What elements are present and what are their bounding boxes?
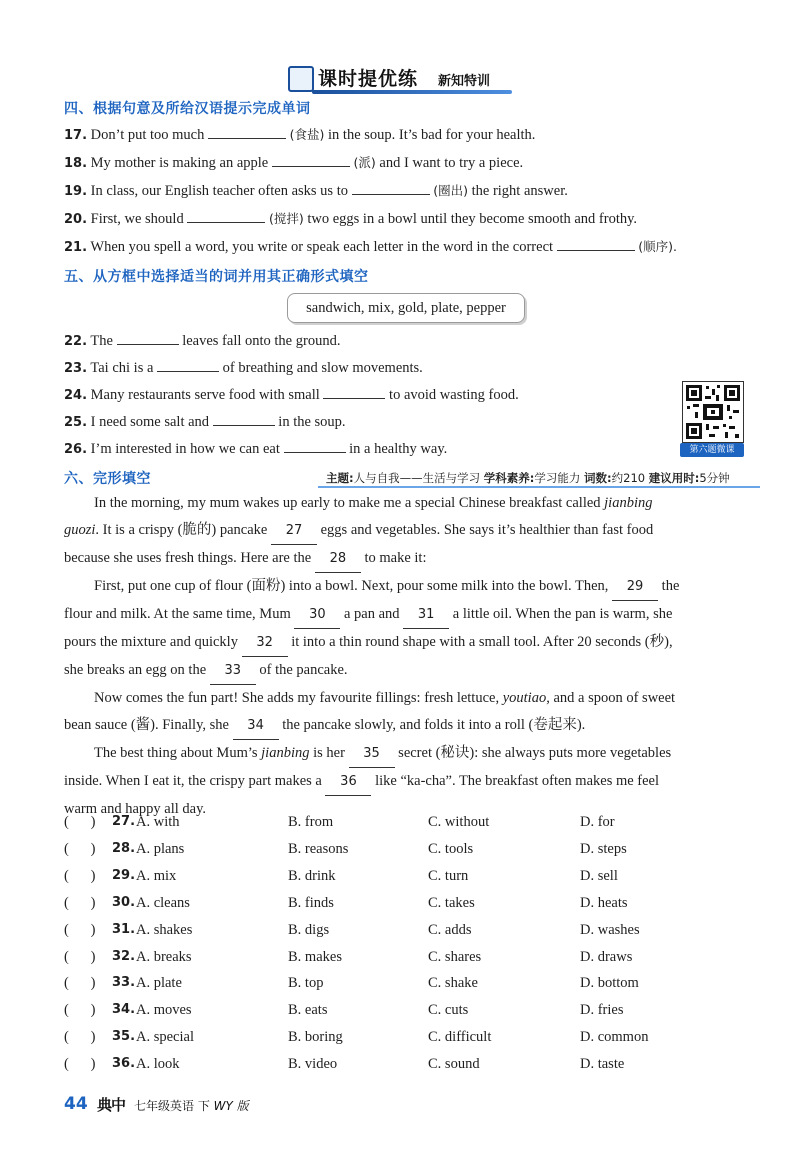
option-d: D. steps <box>580 840 627 857</box>
passage-text: a little oil. When the pan is warm, she <box>452 606 673 622</box>
passage-text: it into a thin round shape with a small tool. After 20 seconds (秒), <box>291 634 673 650</box>
option-b: B. makes <box>288 948 342 965</box>
cloze-blank-27[interactable]: 27 <box>271 517 317 545</box>
answer-blank[interactable] <box>557 236 635 251</box>
page-number: 44 <box>64 1094 88 1114</box>
option-d: D. for <box>580 814 615 830</box>
option-row <box>64 1029 754 1053</box>
meta-value: 人与自我——生活与学习 <box>353 471 481 485</box>
cloze-blank-36[interactable]: 36 <box>325 768 371 796</box>
passage-line <box>64 545 754 573</box>
passage-text: secret (秘诀): she always puts more vegetables <box>398 745 672 761</box>
answer-paren[interactable]: ( ) <box>64 1056 96 1073</box>
question-text: First, we should <box>90 211 184 227</box>
passage-text: she breaks an egg on the <box>64 662 207 678</box>
question-text: Many restaurants serve food with small <box>90 387 320 403</box>
question-17 <box>64 124 535 146</box>
passage-text: to make it: <box>364 550 427 566</box>
option-row <box>64 949 754 973</box>
book-title <box>134 1097 249 1114</box>
passage-italic: jianbing <box>261 745 310 761</box>
section-5-heading: 五、从方框中选择适当的词并用其正确形式填空 <box>64 269 369 285</box>
option-a: A. plans <box>136 840 185 857</box>
passage-text: is her <box>313 745 345 761</box>
answer-blank[interactable] <box>208 124 286 139</box>
passage-text: the <box>661 578 680 594</box>
answer-paren[interactable]: ( ) <box>64 1029 96 1046</box>
passage-text: The best thing about Mum’s <box>94 745 258 761</box>
header-banner <box>288 62 520 96</box>
answer-paren[interactable]: ( ) <box>64 894 96 911</box>
cloze-blank-28[interactable]: 28 <box>315 545 361 573</box>
option-row <box>64 975 754 999</box>
option-d: D. sell <box>580 867 618 884</box>
passage-text: Now comes the fun part! She adds my favourite fillings: fresh lettuce, <box>94 690 500 706</box>
question-text: leaves fall onto the ground. <box>182 333 341 349</box>
cloze-blank-30[interactable]: 30 <box>294 601 340 629</box>
passage-text: In the morning, my mum wakes up early to make me a special Chinese breakfast called <box>94 495 601 511</box>
meta-value: 约210 <box>611 471 646 485</box>
header-title: 课时提优练 <box>318 68 419 90</box>
option-row <box>64 841 754 865</box>
question-number: 34. <box>112 1002 136 1018</box>
cloze-blank-29[interactable]: 29 <box>612 573 658 601</box>
answer-blank[interactable] <box>272 152 350 167</box>
option-a: A. shakes <box>136 921 193 938</box>
word-bank-box: sandwich, mix, gold, plate, pepper <box>287 293 525 323</box>
option-a: A. look <box>136 1056 180 1073</box>
question-text: I’m interested in how we can eat <box>90 441 280 457</box>
option-d: D. draws <box>580 948 633 965</box>
question-number: 26. <box>64 442 88 457</box>
option-d: D. bottom <box>580 975 639 992</box>
passage-text: because she uses fresh things. Here are the <box>64 550 312 566</box>
option-a: A. with <box>136 814 180 830</box>
option-b: B. video <box>288 1056 338 1073</box>
question-24 <box>64 384 519 406</box>
answer-blank[interactable] <box>187 208 265 223</box>
option-a: A. mix <box>136 867 177 884</box>
option-c: C. adds <box>428 921 472 938</box>
answer-paren[interactable]: ( ) <box>64 948 96 965</box>
answer-paren[interactable]: ( ) <box>64 840 96 857</box>
option-row <box>64 895 754 919</box>
question-text: and I want to try a piece. <box>379 155 524 171</box>
passage-italic: guozi <box>64 522 96 538</box>
question-number: 25. <box>64 415 88 430</box>
passage-text: like “ka-cha”. The breakfast often makes me feel <box>375 773 660 789</box>
passage-text: warm and happy all day. <box>64 801 206 817</box>
option-a: A. moves <box>136 1002 192 1019</box>
qr-label: 第六题微课 <box>680 443 744 457</box>
question-text: In class, our English teacher often asks us to <box>90 183 348 199</box>
answer-paren[interactable]: ( ) <box>64 975 96 992</box>
option-d: D. common <box>580 1029 649 1046</box>
option-a: A. cleans <box>136 894 190 911</box>
option-row <box>64 868 754 892</box>
cloze-blank-31[interactable]: 31 <box>403 601 449 629</box>
question-text: The <box>90 333 113 349</box>
option-b: B. finds <box>288 894 334 911</box>
question-26 <box>64 438 447 460</box>
passage-line <box>64 657 754 685</box>
passage-line <box>64 685 754 712</box>
passage-italic: youtiao <box>502 690 547 706</box>
question-text: to avoid wasting food. <box>389 387 519 403</box>
question-text: of breathing and slow movements. <box>222 360 423 376</box>
passage-text: flour and milk. At the same time, Mum <box>64 606 291 622</box>
cloze-blank-32[interactable]: 32 <box>242 629 288 657</box>
answer-blank[interactable] <box>323 384 385 399</box>
option-d: D. fries <box>580 1002 624 1019</box>
passage-line <box>64 517 754 545</box>
question-number: 18. <box>64 156 88 171</box>
question-text: in the soup. <box>278 414 346 430</box>
passage-text: pours the mixture and quickly <box>64 634 238 650</box>
passage-text: , and a spoon of sweet <box>546 690 676 706</box>
option-c: C. turn <box>428 867 469 884</box>
option-c: C. without <box>428 814 490 830</box>
meta-label: 建议用时: <box>648 471 700 485</box>
question-18 <box>64 152 523 174</box>
option-c: C. shake <box>428 975 478 992</box>
reading-meta <box>326 470 730 486</box>
meta-value: 学习能力 <box>534 471 581 485</box>
question-25 <box>64 411 346 433</box>
question-text: in the soup. It’s bad for your health. <box>328 127 536 143</box>
passage-text: bean sauce (酱). Finally, she <box>64 717 229 733</box>
chinese-hint: (圈出) <box>433 183 468 198</box>
meta-value: 5分钟 <box>699 471 730 485</box>
option-c: C. difficult <box>428 1029 492 1046</box>
option-b: B. digs <box>288 921 330 938</box>
question-number: 31. <box>112 921 136 937</box>
question-text: I need some salt and <box>90 414 210 430</box>
question-number: 30. <box>112 894 136 910</box>
passage-text: eggs and vegetables. She says it’s healthier than fast food <box>320 522 654 538</box>
passage-text: the pancake slowly, and folds it into a roll (卷起来). <box>282 717 586 733</box>
option-c: C. takes <box>428 894 475 911</box>
question-23 <box>64 357 423 379</box>
meta-label: 学科素养: <box>483 471 535 485</box>
question-number: 35. <box>112 1029 136 1045</box>
passage-line <box>64 629 754 657</box>
book-name: 七年级英语 下 <box>134 1099 210 1113</box>
option-b: B. from <box>288 814 334 830</box>
cloze-passage <box>64 490 754 823</box>
meta-divider <box>318 486 760 488</box>
meta-label: 词数: <box>584 471 612 485</box>
question-19 <box>64 180 568 202</box>
option-c: C. shares <box>428 948 482 965</box>
option-b: B. top <box>288 975 324 992</box>
cloze-blank-34[interactable]: 34 <box>233 712 279 740</box>
option-c: C. sound <box>428 1056 480 1073</box>
answer-paren[interactable]: ( ) <box>64 867 96 884</box>
option-a: A. plate <box>136 975 182 992</box>
book-edition: WY 版 <box>213 1099 249 1113</box>
answer-paren[interactable]: ( ) <box>64 921 96 938</box>
chinese-hint: (搅拌) <box>268 211 304 226</box>
publisher-logo: 典中 <box>97 1096 126 1114</box>
section-6-heading: 六、完形填空 <box>64 471 151 487</box>
question-text: When you spell a word, you write or speak each letter in the word in the correct <box>90 239 554 255</box>
answer-blank[interactable] <box>157 357 219 372</box>
question-number: 33. <box>112 975 136 991</box>
cloze-blank-33[interactable]: 33 <box>210 657 256 685</box>
question-number: 23. <box>64 361 88 376</box>
question-number: 22. <box>64 334 88 349</box>
option-b: B. drink <box>288 867 336 884</box>
question-text: Tai chi is a <box>90 360 154 376</box>
option-row <box>64 1056 754 1080</box>
question-number: 27. <box>112 814 136 829</box>
passage-line <box>64 573 754 601</box>
question-text: in a healthy way. <box>349 441 448 457</box>
option-c: C. cuts <box>428 1002 469 1019</box>
question-number: 36. <box>112 1056 136 1072</box>
cloze-blank-35[interactable]: 35 <box>349 740 395 768</box>
option-row <box>64 814 754 838</box>
question-number: 20. <box>64 212 88 227</box>
passage-text: First, put one cup of flour (面粉) into a bowl. Next, pour some milk into the bowl. Then, <box>94 578 609 594</box>
option-a: A. breaks <box>136 948 192 965</box>
passage-line <box>64 490 754 517</box>
qr-code-icon[interactable] <box>682 381 744 443</box>
chinese-hint: (食盐) <box>289 127 325 142</box>
answer-paren[interactable]: ( ) <box>64 814 96 830</box>
question-number: 28. <box>112 840 136 856</box>
meta-label: 主题: <box>326 471 354 485</box>
question-number: 17. <box>64 128 88 143</box>
question-number: 19. <box>64 184 88 199</box>
passage-text: inside. When I eat it, the crispy part makes a <box>64 773 322 789</box>
option-row <box>64 922 754 946</box>
option-b: B. reasons <box>288 840 349 857</box>
section-4-heading: 四、根据句意及所给汉语提示完成单词 <box>64 101 311 117</box>
chinese-hint: (派) <box>353 155 376 170</box>
passage-line <box>64 740 754 768</box>
passage-text: of the pancake. <box>259 662 348 678</box>
question-22 <box>64 330 340 352</box>
option-d: D. washes <box>580 921 640 938</box>
question-number: 24. <box>64 388 88 403</box>
question-number: 29. <box>112 867 136 883</box>
option-row <box>64 1002 754 1026</box>
answer-blank[interactable] <box>117 330 179 345</box>
question-text: My mother is making an apple <box>90 155 269 171</box>
header-subtitle: 新知特训 <box>438 74 491 89</box>
question-text: Don’t put too much <box>90 127 205 143</box>
passage-line <box>64 601 754 629</box>
option-c: C. tools <box>428 840 474 857</box>
header-swoosh <box>312 90 512 94</box>
question-text: the right answer. <box>471 183 568 199</box>
question-21 <box>64 236 677 258</box>
option-d: D. taste <box>580 1056 625 1073</box>
question-number: 21. <box>64 240 88 255</box>
option-a: A. special <box>136 1029 194 1046</box>
option-d: D. heats <box>580 894 628 911</box>
question-20 <box>64 208 637 230</box>
answer-blank[interactable] <box>284 438 346 453</box>
answer-blank[interactable] <box>213 411 275 426</box>
answer-paren[interactable]: ( ) <box>64 1002 96 1019</box>
passage-italic: jianbing <box>604 495 653 511</box>
passage-text: a pan and <box>343 606 400 622</box>
question-text: two eggs in a bowl until they become smooth and frothy. <box>307 211 638 227</box>
passage-line <box>64 712 754 740</box>
option-b: B. boring <box>288 1029 343 1046</box>
answer-blank[interactable] <box>352 180 430 195</box>
question-number: 32. <box>112 948 136 964</box>
option-b: B. eats <box>288 1002 328 1019</box>
chinese-hint: (顺序). <box>638 239 678 254</box>
passage-text: . It is a crispy (脆的) pancake <box>95 522 268 538</box>
passage-line <box>64 768 754 796</box>
pencil-check-icon <box>288 66 314 92</box>
